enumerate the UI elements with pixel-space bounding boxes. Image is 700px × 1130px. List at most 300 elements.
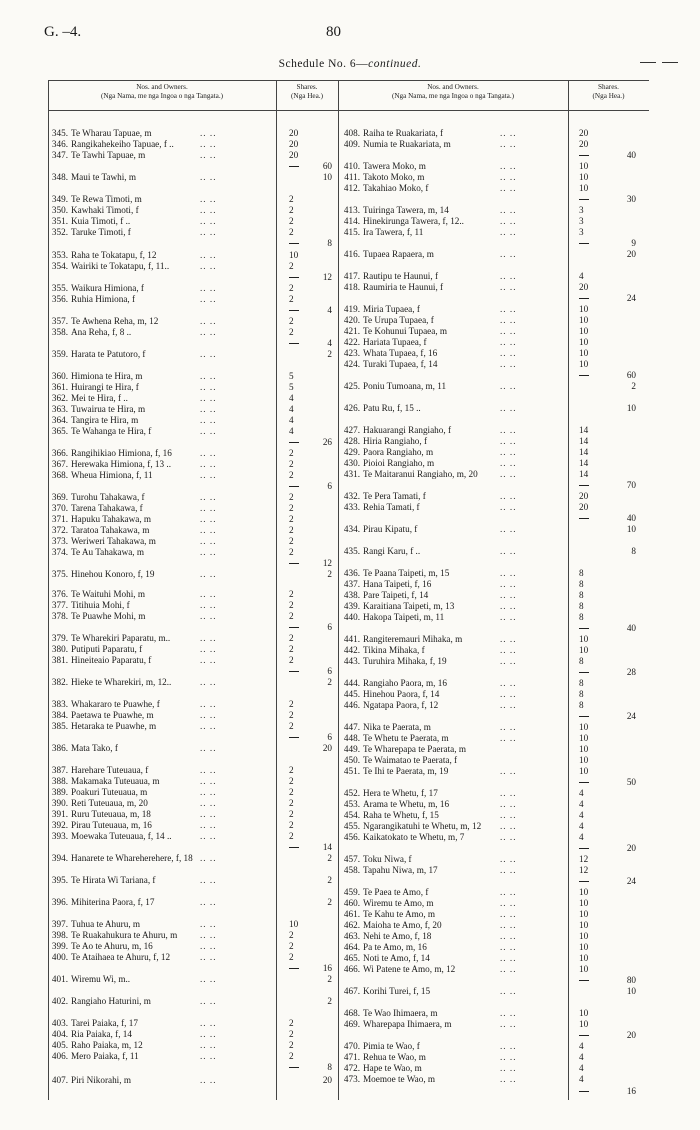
share-total: 4	[327, 305, 332, 315]
owner-row	[342, 601, 454, 612]
owner-row	[50, 974, 130, 985]
owner-name: Himiona te Hira, m	[71, 371, 143, 381]
owner-number: 381.	[51, 655, 68, 665]
share-total: 4	[327, 338, 332, 348]
owner-number: 418.	[343, 282, 360, 292]
owner-number: 470.	[343, 1041, 360, 1051]
owner-row	[342, 689, 439, 700]
owner-row	[342, 161, 426, 172]
dot-leader: .. ..	[200, 503, 217, 513]
share-total: 40	[626, 150, 636, 160]
dot-leader: .. ..	[500, 656, 517, 666]
owner-number: 350.	[51, 205, 68, 215]
share-value: 8	[579, 700, 584, 710]
owner-number: 407.	[51, 1075, 68, 1085]
owner-name: Te Ihi te Paerata, m, 19	[363, 766, 449, 776]
share-value: 10	[579, 326, 589, 336]
share-value: 2	[289, 644, 294, 654]
share-total: 2	[327, 897, 332, 907]
owner-number: 445.	[343, 689, 360, 699]
share-value: 2	[289, 316, 294, 326]
page-number: 80	[326, 24, 341, 40]
owner-row	[50, 589, 145, 600]
owner-name: Rehua te Wao, m	[363, 1052, 426, 1062]
owner-name: Te Whetu te Paerata, m	[363, 733, 449, 743]
owner-name: Turaki Tupaea, f, 14	[363, 359, 438, 369]
dot-leader: .. ..	[500, 139, 517, 149]
share-value: 10	[579, 898, 589, 908]
share-value: 14	[579, 425, 589, 435]
owner-number: 444.	[343, 678, 360, 688]
owner-row	[50, 1040, 143, 1051]
owner-row	[342, 579, 431, 590]
owner-number: 373.	[51, 536, 68, 546]
share-value: 4	[579, 810, 584, 820]
dot-leader: .. ..	[200, 1040, 217, 1050]
dot-leader: .. ..	[500, 315, 517, 325]
owner-number: 406.	[51, 1051, 68, 1061]
owner-row	[50, 1018, 138, 1029]
owner-name: Raho Paiaka, m, 12	[71, 1040, 143, 1050]
dot-leader: .. ..	[200, 415, 217, 425]
owner-row	[342, 788, 438, 799]
share-total: 20	[322, 743, 332, 753]
owner-number: 346.	[51, 139, 68, 149]
owner-name: Korihi Turei, f, 15	[363, 986, 431, 996]
owner-number: 411.	[344, 172, 360, 182]
share-value: 10	[579, 931, 589, 941]
owner-name: Piri Nikorahi, m	[71, 1075, 131, 1085]
owner-name: Ira Tawera, f, 11	[363, 227, 424, 237]
share-total: 20	[626, 1030, 636, 1040]
dot-leader: .. ..	[200, 655, 217, 665]
dot-leader: .. ..	[500, 689, 517, 699]
share-value: 2	[289, 798, 294, 808]
dot-leader: .. ..	[200, 974, 217, 984]
dot-leader: .. ..	[500, 491, 517, 501]
owner-number: 348.	[51, 172, 68, 182]
share-value: 10	[579, 909, 589, 919]
subtotal-rule	[289, 627, 299, 628]
owner-row	[342, 502, 420, 513]
share-value: 14	[579, 436, 589, 446]
share-value: 5	[289, 371, 294, 381]
owner-number: 412.	[343, 183, 360, 193]
subtotal-rule	[579, 298, 589, 299]
owner-name: Tupaea Rapaera, m	[363, 249, 434, 259]
names-header-line2: (Nga Nama, me nga Ingoa o nga Tangata.)	[100, 92, 224, 100]
owner-number: 454.	[343, 810, 360, 820]
dot-leader: .. ..	[200, 250, 217, 260]
dot-leader: .. ..	[500, 348, 517, 358]
owner-name: Pa te Amo, m, 16	[363, 942, 427, 952]
owner-name: Taruke Timoti, f	[71, 227, 131, 237]
owner-name: Te Au Tahakawa, m	[71, 547, 145, 557]
dot-leader: .. ..	[200, 952, 217, 962]
share-value: 4	[579, 1074, 584, 1084]
dot-leader: .. ..	[500, 1063, 517, 1073]
dot-leader: .. ..	[500, 161, 517, 171]
owner-number: 385.	[51, 721, 68, 731]
owner-number: 457.	[343, 854, 360, 864]
dot-leader: .. ..	[200, 426, 217, 436]
owner-name: Te Wharekiri Paparatu, m..	[71, 633, 171, 643]
owner-number: 435.	[343, 546, 360, 556]
share-value: 10	[579, 733, 589, 743]
share-total: 30	[626, 194, 636, 204]
owner-number: 374.	[51, 547, 68, 557]
share-total: 8	[327, 1062, 332, 1072]
owner-name: Ruru Tuteuaua, m, 18	[71, 809, 151, 819]
owner-number: 349.	[51, 194, 68, 204]
dot-leader: .. ..	[200, 875, 217, 885]
owner-row	[50, 349, 146, 360]
dot-leader: .. ..	[200, 470, 217, 480]
share-value: 8	[579, 590, 584, 600]
owner-number: 366.	[51, 448, 68, 458]
dot-leader: .. ..	[500, 909, 517, 919]
owner-name: Miria Tupaea, f	[363, 304, 420, 314]
owner-row	[342, 172, 424, 183]
share-value: 8	[579, 568, 584, 578]
owner-name: Reti Tuteuaua, m, 20	[71, 798, 148, 808]
dot-leader: .. ..	[200, 404, 217, 414]
owner-row	[50, 996, 151, 1007]
owner-number: 358.	[51, 327, 68, 337]
share-value: 10	[579, 1008, 589, 1018]
owner-number: 388.	[51, 776, 68, 786]
share-total: 20	[322, 1075, 332, 1085]
dot-leader: .. ..	[200, 393, 217, 403]
dot-leader: .. ..	[500, 865, 517, 875]
shares-divider-right	[568, 80, 569, 1100]
dot-leader: .. ..	[200, 897, 217, 907]
owner-row	[342, 953, 430, 964]
owner-row	[342, 216, 464, 227]
owner-row	[50, 765, 148, 776]
share-value: 2	[289, 633, 294, 643]
share-value: 10	[579, 920, 589, 930]
owner-row	[50, 404, 145, 415]
share-total: 2	[327, 853, 332, 863]
dot-leader: .. ..	[500, 590, 517, 600]
owner-name: Rautipu te Haunui, f	[363, 271, 439, 281]
owner-number: 431.	[343, 469, 360, 479]
owner-name: Toku Niwa, f	[363, 854, 412, 864]
owner-name: Tarena Tahakawa, f	[71, 503, 143, 513]
owner-name: Te Hirata Wi Tariana, f	[71, 875, 156, 885]
owner-name: Wiremu te Amo, m	[363, 898, 434, 908]
owner-number: 363.	[51, 404, 68, 414]
owner-name: Pirau Kipatu, f	[363, 524, 418, 534]
subtotal-rule	[289, 166, 299, 167]
owner-row	[50, 536, 156, 547]
owner-number: 472.	[343, 1063, 360, 1073]
share-value: 10	[579, 964, 589, 974]
dot-leader: .. ..	[200, 1018, 217, 1028]
dot-leader: .. ..	[200, 930, 217, 940]
owner-row	[342, 700, 438, 711]
owner-row	[342, 678, 447, 689]
owner-name: Maioha te Amo, f, 20	[363, 920, 442, 930]
dot-leader: .. ..	[500, 359, 517, 369]
share-total: 16	[322, 963, 332, 973]
dot-leader: .. ..	[200, 172, 217, 182]
share-value: 10	[579, 348, 589, 358]
owner-number: 430.	[343, 458, 360, 468]
share-value: 10	[579, 744, 589, 754]
owner-name: Te Maitaranui Rangiaho, m, 20	[363, 469, 478, 479]
owner-name: Pimia te Wao, f	[363, 1041, 420, 1051]
dot-leader: .. ..	[200, 831, 217, 841]
owner-name: Taratoa Tahakawa, m	[71, 525, 150, 535]
dot-leader: .. ..	[500, 216, 517, 226]
owner-number: 399.	[51, 941, 68, 951]
owner-name: Pare Taipeti, f, 14	[363, 590, 429, 600]
owner-number: 463.	[343, 931, 360, 941]
owner-name: Rangiteremauri Mihaka, m	[363, 634, 463, 644]
share-value: 2	[289, 776, 294, 786]
owner-row	[342, 458, 434, 469]
share-value: 4	[289, 426, 294, 436]
dot-leader: .. ..	[500, 205, 517, 215]
dot-leader: .. ..	[200, 633, 217, 643]
owner-name: Huirangi te Hira, f	[71, 382, 139, 392]
share-value: 2	[289, 831, 294, 841]
share-value: 2	[289, 699, 294, 709]
dot-leader: .. ..	[500, 832, 517, 842]
subtotal-rule	[289, 968, 299, 969]
owner-row	[50, 294, 135, 305]
owner-number: 455.	[343, 821, 360, 831]
owner-row	[50, 1051, 139, 1062]
owner-number: 409.	[343, 139, 360, 149]
margin-dash	[640, 62, 656, 63]
names-header-left	[48, 83, 276, 101]
owner-number: 468.	[343, 1008, 360, 1018]
subtotal-rule	[579, 155, 589, 156]
owner-number: 400.	[51, 952, 68, 962]
share-value: 2	[289, 525, 294, 535]
owner-number: 360.	[51, 371, 68, 381]
owner-name: Turuhira Mihaka, f, 19	[363, 656, 447, 666]
owner-name: Waikura Himiona, f	[71, 283, 144, 293]
owner-name: Te Rewa Timoti, m	[71, 194, 142, 204]
dot-leader: .. ..	[500, 964, 517, 974]
schedule-continued-text: continued.	[368, 58, 422, 70]
subtotal-rule	[579, 1035, 589, 1036]
owner-row	[342, 722, 431, 733]
owner-name: Nika te Paerata, m	[363, 722, 431, 732]
owner-number: 440.	[343, 612, 360, 622]
owner-row	[50, 710, 154, 721]
owner-row	[50, 787, 147, 798]
names-header-line2: (Nga Nama, me nga Ingoa o nga Tangata.)	[391, 92, 515, 100]
owner-name: Wiremu Wi, m..	[71, 974, 131, 984]
owner-number: 365.	[51, 426, 68, 436]
owner-name: Te Puawhe Mohi, m	[71, 611, 146, 621]
owner-row	[342, 304, 420, 315]
dot-leader: .. ..	[200, 820, 217, 830]
share-value: 10	[579, 337, 589, 347]
owner-row	[342, 271, 438, 282]
subtotal-rule	[289, 243, 299, 244]
owner-row	[50, 1029, 132, 1040]
owner-number: 367.	[51, 459, 68, 469]
owner-name: Te Tawhi Tapuae, m	[71, 150, 146, 160]
owner-number: 453.	[343, 799, 360, 809]
owner-row	[342, 909, 435, 920]
owner-name: Tapahu Niwa, m, 17	[363, 865, 438, 875]
owner-number: 413.	[343, 205, 360, 215]
owner-row	[50, 569, 154, 580]
owner-name: Kuia Timoti, f ..	[71, 216, 131, 226]
owner-row	[50, 941, 153, 952]
dot-leader: .. ..	[200, 128, 217, 138]
dot-leader: .. ..	[500, 172, 517, 182]
owner-name: Rangikahekeiho Tapuae, f ..	[71, 139, 174, 149]
owner-row	[50, 227, 131, 238]
owner-name: Ruhia Himiona, f	[71, 294, 136, 304]
owner-name: Te Awhena Reha, m, 12	[71, 316, 159, 326]
owner-number: 347.	[51, 150, 68, 160]
owner-number: 392.	[51, 820, 68, 830]
share-value: 4	[579, 788, 584, 798]
owner-row	[50, 503, 143, 514]
share-total: 24	[626, 876, 636, 886]
owner-row	[50, 150, 145, 161]
names-header-line1: Nos. and Owners.	[136, 83, 188, 91]
owner-name: Te Waimatao te Paerata, f	[363, 755, 458, 765]
owner-number: 438.	[343, 590, 360, 600]
share-value: 4	[289, 393, 294, 403]
share-total: 24	[626, 711, 636, 721]
owner-row	[50, 216, 130, 227]
owner-number: 370.	[51, 503, 68, 513]
subtotal-rule	[289, 563, 299, 564]
owner-number: 379.	[51, 633, 68, 643]
owner-number: 459.	[343, 887, 360, 897]
dot-leader: .. ..	[500, 282, 517, 292]
owner-name: Te Ao te Ahuru, m, 16	[71, 941, 153, 951]
owner-row	[50, 415, 138, 426]
share-value: 20	[579, 282, 589, 292]
subtotal-rule	[289, 671, 299, 672]
share-total: 8	[631, 546, 636, 556]
dot-leader: .. ..	[500, 469, 517, 479]
page-header	[0, 0, 700, 80]
owner-name: Te Pera Tamati, f	[363, 491, 426, 501]
subtotal-rule	[289, 847, 299, 848]
share-value: 10	[579, 634, 589, 644]
owner-number: 394.	[51, 853, 68, 863]
subtotal-rule	[289, 737, 299, 738]
owner-name: Ana Reha, f, 8 ..	[71, 327, 132, 337]
owner-number: 401.	[51, 974, 68, 984]
subtotal-rule	[579, 518, 589, 519]
shares-header-line2: (Nga Hea.)	[291, 92, 323, 100]
owner-number: 451.	[343, 766, 360, 776]
owner-name: Mihiterina Paora, f, 17	[71, 897, 155, 907]
owner-row	[342, 656, 447, 667]
owner-number: 396.	[51, 897, 68, 907]
owner-number: 450.	[343, 755, 360, 765]
owner-row	[342, 755, 457, 766]
owner-row	[50, 930, 177, 941]
dot-leader: .. ..	[500, 678, 517, 688]
owner-name: Hinekirunga Tawera, f, 12..	[363, 216, 464, 226]
share-value: 10	[579, 359, 589, 369]
dot-leader: .. ..	[500, 634, 517, 644]
share-value: 8	[579, 689, 584, 699]
subtotal-rule	[579, 485, 589, 486]
owner-name: Kawhaki Timoti, f	[71, 205, 139, 215]
share-value: 2	[289, 1051, 294, 1061]
owner-number: 353.	[51, 250, 68, 260]
share-total: 2	[327, 569, 332, 579]
share-value: 2	[289, 216, 294, 226]
owner-name: Wharepapa Ihimaera, m	[363, 1019, 452, 1029]
owner-number: 432.	[343, 491, 360, 501]
dot-leader: .. ..	[200, 1029, 217, 1039]
owner-name: Maui te Tawhi, m	[71, 172, 137, 182]
dot-leader: .. ..	[500, 766, 517, 776]
owner-number: 377.	[51, 600, 68, 610]
subtotal-rule	[579, 881, 589, 882]
owner-name: Hakopa Taipeti, m, 11	[363, 612, 445, 622]
owner-name: Hiria Rangiaho, f	[363, 436, 428, 446]
share-total: 16	[626, 1086, 636, 1096]
owner-number: 397.	[51, 919, 68, 929]
dot-leader: .. ..	[500, 502, 517, 512]
owner-name: Hape te Wao, m	[363, 1063, 422, 1073]
share-total: 10	[322, 172, 332, 182]
owner-number: 390.	[51, 798, 68, 808]
share-value: 2	[289, 1018, 294, 1028]
dot-leader: .. ..	[500, 612, 517, 622]
shares-header-left	[276, 83, 338, 101]
share-value: 10	[579, 161, 589, 171]
dot-leader: .. ..	[200, 776, 217, 786]
owner-row	[342, 315, 434, 326]
owner-number: 464.	[343, 942, 360, 952]
owner-row	[50, 809, 151, 820]
dot-leader: .. ..	[200, 459, 217, 469]
owner-name: Tawera Moko, m	[363, 161, 426, 171]
owner-name: Hera te Whetu, f, 17	[363, 788, 438, 798]
share-total: 2	[631, 381, 636, 391]
owner-number: 442.	[343, 645, 360, 655]
owner-name: Rangihikiao Himiona, f, 16	[71, 448, 172, 458]
owner-row	[342, 942, 427, 953]
owner-row	[50, 547, 144, 558]
share-total: 60	[626, 370, 636, 380]
dot-leader: .. ..	[500, 700, 517, 710]
dot-leader: .. ..	[500, 898, 517, 908]
owner-name: Putiputi Paparatu, f	[71, 644, 143, 654]
dot-leader: .. ..	[500, 304, 517, 314]
dot-leader: .. ..	[500, 733, 517, 743]
dot-leader: .. ..	[500, 403, 517, 413]
owner-name: Titihuia Mohi, f	[71, 600, 130, 610]
share-value: 12	[579, 854, 589, 864]
owner-name: Herewaka Himiona, f, 13 ..	[71, 459, 172, 469]
dot-leader: .. ..	[200, 150, 217, 160]
owner-row	[342, 964, 455, 975]
share-total: 10	[626, 403, 636, 413]
share-total: 6	[327, 732, 332, 742]
owner-row	[50, 644, 142, 655]
